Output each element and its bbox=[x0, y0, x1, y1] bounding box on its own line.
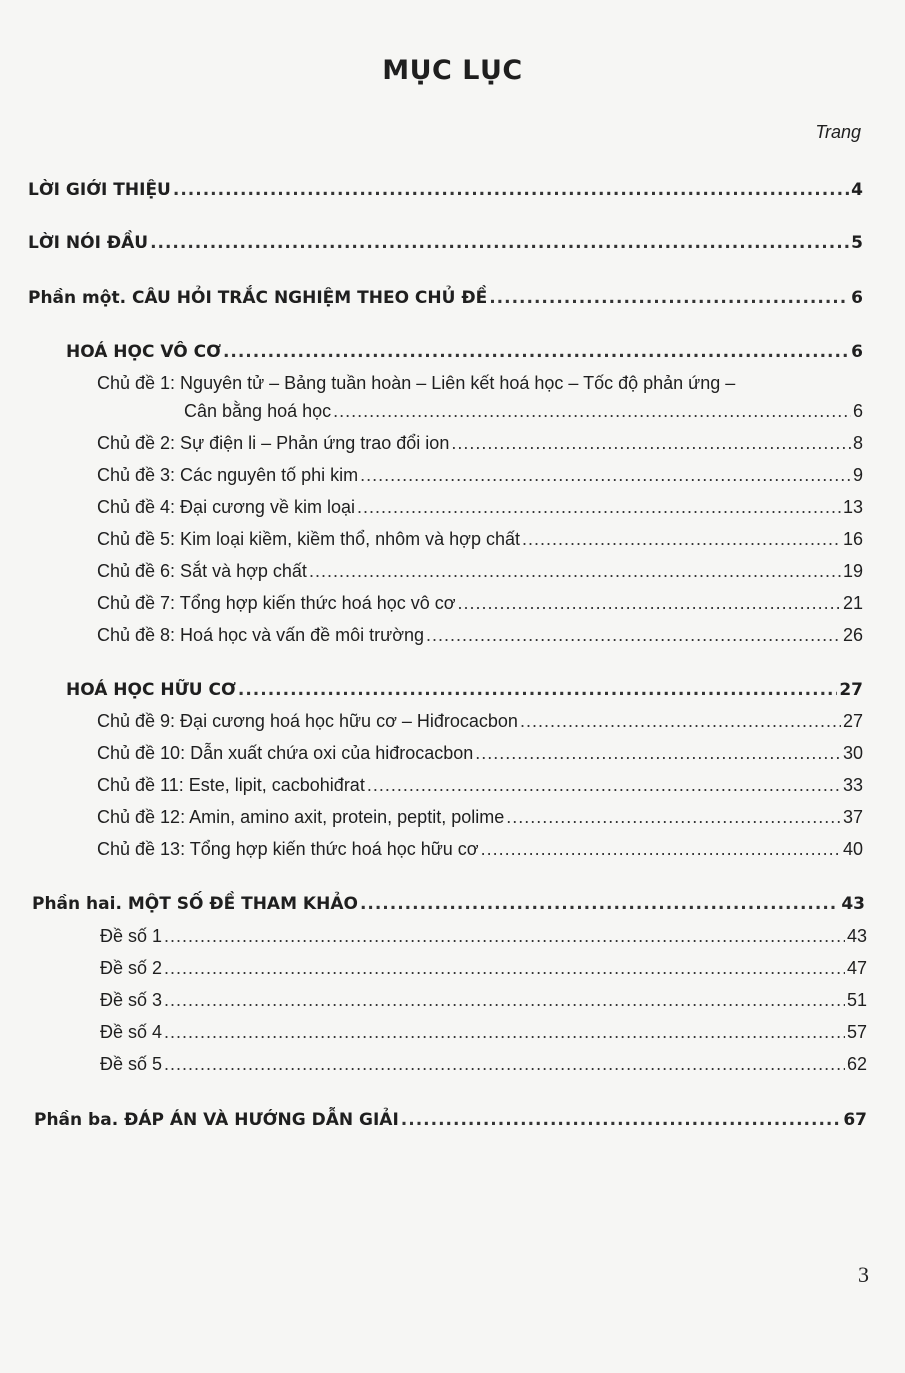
toc-entry: Chủ đề 8: Hoá học và vấn đề môi trường ..... 26 bbox=[97, 625, 863, 646]
toc-entry: Chủ đề 13: Tổng hợp kiến thức hoá học hữu cơ ..... 40 bbox=[97, 839, 863, 860]
toc-section-heading: Phần hai. MỘT SỐ ĐỀ THAM KHẢO ..... 43 bbox=[32, 894, 865, 914]
toc-section-heading: Phần một. CÂU HỎI TRẮC NGHIỆM THEO CHỦ ĐỀ ..... 6 bbox=[28, 288, 863, 308]
toc-entry: Chủ đề 5: Kim loại kiềm, kiềm thổ, nhôm và hợp chất ..... 16 bbox=[97, 529, 863, 550]
page-title: MỤC LỤC bbox=[382, 55, 523, 86]
toc-entry: Chủ đề 4: Đại cương về kim loại ..... 13 bbox=[97, 497, 863, 518]
toc-entry-line1: Chủ đề 1: Nguyên tử – Bảng tuần hoàn – Liên kết hoá học – Tốc độ phản ứng – bbox=[97, 373, 736, 393]
toc-subsection-heading: HOÁ HỌC HỮU CƠ ..... 27 bbox=[66, 680, 863, 700]
toc-entry: Đề số 1 ..... 43 bbox=[100, 926, 867, 947]
toc-entry: Đề số 3 ..... 51 bbox=[100, 990, 867, 1011]
toc-entry: Đề số 2 ..... 47 bbox=[100, 958, 867, 979]
toc-entry: Chủ đề 3: Các nguyên tố phi kim ..... 9 bbox=[97, 465, 863, 486]
toc-entry: Chủ đề 9: Đại cương hoá học hữu cơ – Hiđrocacbon ..... 27 bbox=[97, 711, 863, 732]
toc-entry: Chủ đề 12: Amin, amino axit, protein, peptit, polime ..... 37 bbox=[97, 807, 863, 828]
toc-entry: Đề số 5 ..... 62 bbox=[100, 1054, 867, 1075]
page-number: 3 bbox=[858, 1262, 869, 1287]
toc-entry: LỜI GIỚI THIỆU ..... 4 bbox=[28, 180, 863, 200]
page-column-label: Trang bbox=[815, 122, 861, 142]
toc-entry: Cân bằng hoá học ..... 6 bbox=[184, 401, 863, 422]
toc-entry: Chủ đề 2: Sự điện li – Phản ứng trao đổi ion ..... 8 bbox=[97, 433, 863, 454]
toc-entry: Chủ đề 11: Este, lipit, cacbohiđrat ..... 33 bbox=[97, 775, 863, 796]
toc-entry: Chủ đề 6: Sắt và hợp chất ..... 19 bbox=[97, 561, 863, 582]
toc-section-heading: Phần ba. ĐÁP ÁN VÀ HƯỚNG DẪN GIẢI ..... 67 bbox=[34, 1110, 867, 1130]
toc-entry: Chủ đề 7: Tổng hợp kiến thức hoá học vô cơ ..... 21 bbox=[97, 593, 863, 614]
toc-subsection-heading: HOÁ HỌC VÔ CƠ ..... 6 bbox=[66, 342, 863, 362]
toc-entry: LỜI NÓI ĐẦU ..... 5 bbox=[28, 233, 863, 253]
toc-entry: Chủ đề 10: Dẫn xuất chứa oxi của hiđrocacbon ..... 30 bbox=[97, 743, 863, 764]
toc-entry: Đề số 4 ..... 57 bbox=[100, 1022, 867, 1043]
